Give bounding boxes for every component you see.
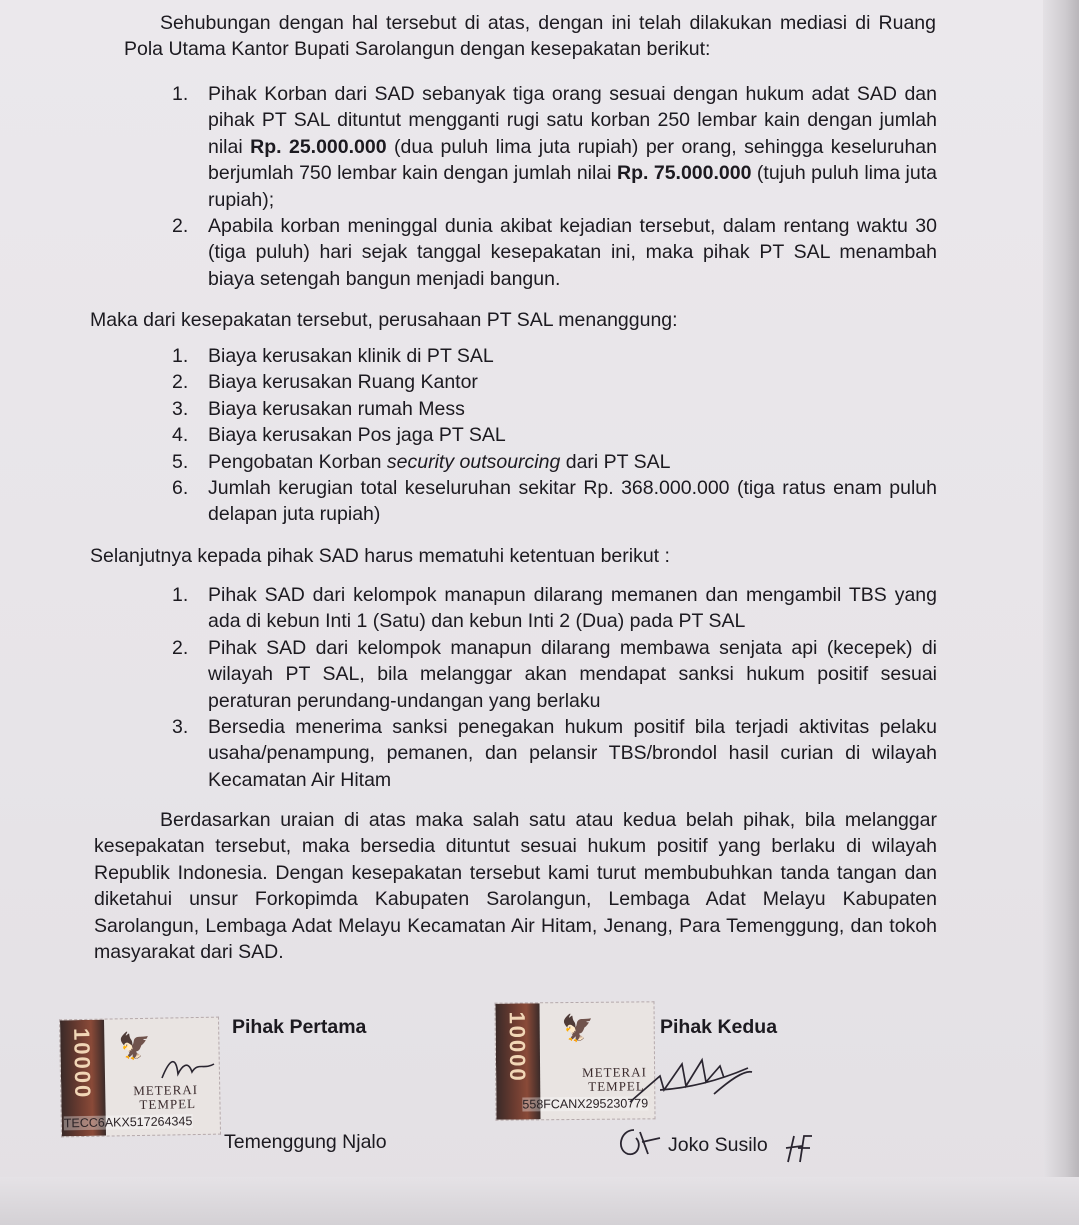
intro-paragraph	[88, 10, 936, 63]
obligations-list	[172, 582, 937, 793]
obligation-item-number: 3.	[172, 716, 189, 739]
agreement-item	[172, 213, 937, 292]
liability-item-number: 5.	[172, 450, 189, 473]
liability-item-number: 3.	[172, 397, 189, 420]
liability-item-italic: security outsourcing	[386, 450, 561, 473]
obligation-item-text: Pihak SAD dari kelompok manapun dilarang membawa senjata api (kecepek) di wilayah PT SAL, bila melanggar akan mendapat sanksi hukum positif sesuai peraturan perundang-undangan yang berlaku	[208, 636, 937, 712]
stamp-word-tempel: TEMPEL	[588, 1078, 645, 1094]
liability-item-number: 1.	[172, 345, 189, 367]
paper-edge-bottom	[0, 1177, 1079, 1225]
agreement-item-number: 1.	[172, 83, 189, 105]
agreement-item-number: 2.	[172, 215, 189, 238]
signature-second-scribble	[620, 1050, 760, 1110]
closing-paragraph	[94, 807, 937, 965]
liability-item-number: 4.	[172, 424, 189, 447]
stamp-digits: 10000	[504, 1011, 531, 1083]
agreement-item-text: Apabila korban meninggal dunia akibat kejadian tersebut, dalam rentang waktu 30 (tiga puluh) hari sejak tanggal kesepakatan ini, maka pihak PT SAL menambah biaya setengah bangun menjadi bangun.	[208, 215, 937, 290]
liability-item-number: 2.	[172, 371, 189, 394]
liability-item-text: Pengobatan Korban	[208, 450, 387, 473]
first-party-name: Temenggung Njalo	[224, 1131, 387, 1153]
liability-item-text: Biaya kerusakan rumah Mess	[208, 397, 465, 420]
obligations-heading: Selanjutnya kepada pihak SAD harus mematuhi ketentuan berikut :	[90, 545, 670, 567]
stamp-digits: 10000	[69, 1027, 96, 1100]
stamp-word-meterai: METERAI	[133, 1081, 199, 1099]
closing-text: Berdasarkan uraian di atas maka salah satu atau kedua belah pihak, bila melanggar kesepakatan tersebut, maka bersedia dituntut sesuai hukum positif yang berlaku di wilayah Republik Indonesia. Dengan kesepakatan tersebut kami turut membubuhkan tanda tangan dan diketahui unsur Forkopimda Kabupaten Sarolangun, Lembaga Adat Melayu Kabupaten Sarolangun, Lembaga Adat Melayu Kecamatan Air Hitam, Jenang, Para Temenggung, dan tokoh masyarakat dari SAD.	[94, 809, 937, 964]
obligation-item-text: Pihak SAD dari kelompok manapun dilarang memanen dan mengambil TBS yang ada di kebun Inti 1 (Satu) dan kebun Inti 2 (Dua) pada PT SAL	[208, 584, 937, 633]
liability-item	[172, 449, 937, 475]
liability-item	[172, 396, 937, 422]
agreement-item	[172, 81, 937, 213]
stamp-word-tempel: TEMPEL	[139, 1096, 197, 1113]
obligation-item	[172, 635, 937, 714]
liability-item	[172, 475, 937, 528]
agreement-amount-per-person: Rp. 25.000.000	[250, 135, 387, 158]
garuda-emblem-icon: 🦅	[118, 1030, 152, 1062]
liability-item-text: Biaya kerusakan Pos jaga PT SAL	[208, 424, 506, 447]
obligation-item	[172, 714, 937, 793]
liability-item	[172, 343, 937, 369]
first-party-role: Pihak Pertama	[232, 1016, 367, 1038]
obligation-item	[172, 582, 937, 635]
obligation-item-number: 2.	[172, 636, 189, 659]
liability-item	[172, 422, 937, 448]
agreement-list	[172, 81, 937, 292]
paper-edge-right	[1043, 0, 1079, 1225]
agreement-amount-total: Rp. 75.000.000	[616, 162, 752, 185]
agreement-item-text: (dua puluh lima juta rupiah) per orang, sehingga keseluruhan berjumlah 750 lembar kain dengan jumlah nilai	[208, 135, 937, 185]
garuda-emblem-icon: 🦅	[561, 1012, 595, 1044]
liability-list	[172, 343, 937, 528]
obligation-item-number: 1.	[172, 584, 189, 606]
liability-item-text: dari PT SAL	[560, 450, 671, 473]
second-party-name: Joko Susilo	[668, 1134, 768, 1156]
stamp-serial: TECC6AKX517264345	[63, 1114, 193, 1131]
liability-item-text: Biaya kerusakan Ruang Kantor	[208, 371, 478, 394]
signature-first-scribble	[158, 1048, 218, 1088]
agreement-item-text: Pihak Korban dari SAD sebanyak tiga orang sesuai dengan hukum adat SAD dan pihak PT SAL dituntut mengganti rugi satu korban 250 lembar kain dengan jumlah nilai	[208, 83, 937, 158]
intro-text: Sehubungan dengan hal tersebut di atas, dengan ini telah dilakukan mediasi di Ruang Pola Utama Kantor Bupati Sarolangun dengan kesepakatan berikut:	[124, 12, 936, 61]
initials-right-scribble	[782, 1130, 814, 1166]
stamp-serial: 558FCANX295230779	[522, 1096, 649, 1112]
obligation-item-text: Bersedia menerima sanksi penegakan hukum positif bila terjadi aktivitas pelaku usaha/penampung, pemanen, dan pelansir TBS/brondol hasil curian di wilayah Kecamatan Air Hitam	[208, 716, 937, 791]
liability-item-text: Biaya kerusakan klinik di PT SAL	[208, 345, 494, 367]
liability-item	[172, 369, 937, 395]
liability-heading: Maka dari kesepakatan tersebut, perusahaan PT SAL menanggung:	[90, 309, 678, 331]
stamp-word-meterai: METERAI	[582, 1064, 647, 1080]
second-party-role: Pihak Kedua	[660, 1016, 778, 1038]
agreement-item-text: (tujuh puluh lima juta rupiah);	[208, 162, 937, 211]
liability-item-text: Jumlah kerugian total keseluruhan sekitar Rp. 368.000.000 (tiga ratus enam puluh delapan juta rupiah)	[208, 477, 937, 526]
initials-left-scribble	[612, 1124, 664, 1160]
liability-item-number: 6.	[172, 477, 189, 500]
